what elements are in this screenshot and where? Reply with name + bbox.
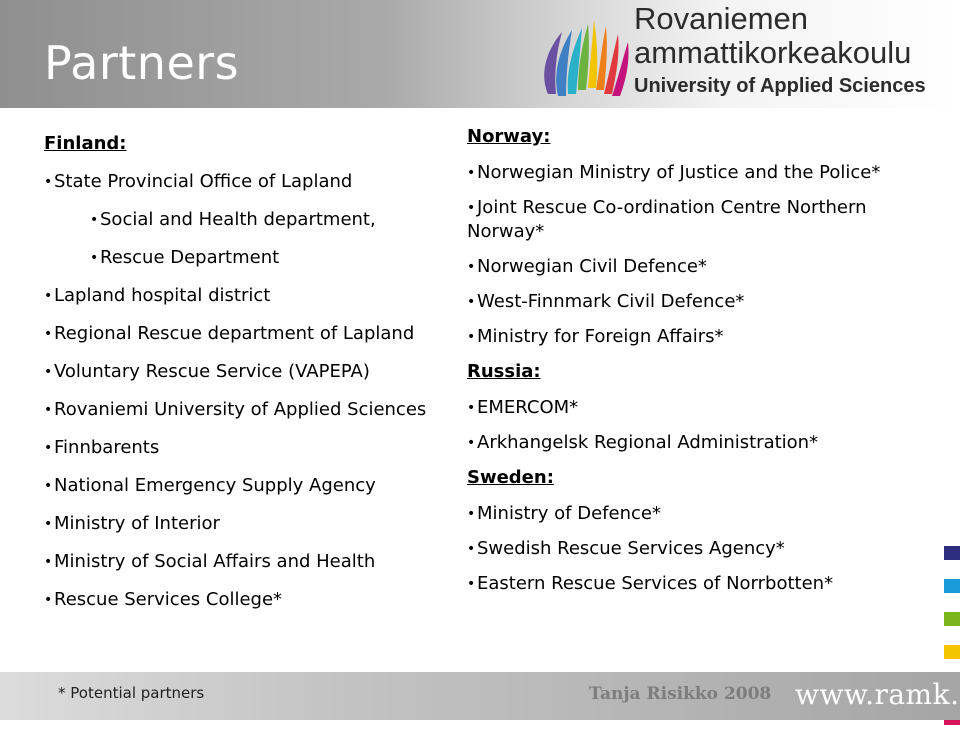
bullet: •: [467, 329, 476, 345]
item-text: Ministry of Interior: [54, 513, 220, 534]
list-item: [467, 255, 907, 279]
list-item: [44, 436, 454, 460]
list-item: [44, 284, 454, 308]
list-item: [44, 360, 454, 384]
list-item: [44, 398, 454, 422]
bullet: •: [467, 259, 476, 275]
website-link[interactable]: www.ramk.fi: [795, 678, 980, 711]
color-square: [944, 579, 960, 593]
list-item: [467, 537, 907, 561]
item-text: Finnbarents: [54, 437, 160, 458]
item-text: Arkhangelsk Regional Administration*: [477, 432, 819, 453]
bullet: •: [467, 576, 476, 592]
bullet: •: [44, 174, 53, 190]
bullet: •: [467, 200, 476, 216]
list-item: [467, 161, 907, 185]
brand-name-cont: ammattikorkeakoulu: [634, 35, 912, 70]
color-square: [944, 546, 960, 560]
item-text: Ministry of Defence*: [477, 503, 661, 524]
item-text: Joint Rescue Co-ordination Centre Northern Norway*: [467, 197, 867, 242]
item-text: Regional Rescue department of Lapland: [54, 323, 415, 344]
list-item: [467, 502, 907, 526]
footer-bar: [0, 672, 980, 720]
item-text: EMERCOM*: [477, 397, 579, 418]
list-item: [467, 396, 907, 420]
item-text: Rescue Services College*: [54, 589, 283, 610]
bullet: •: [467, 294, 476, 310]
bullet: •: [44, 554, 53, 570]
list-item-sub: [44, 208, 454, 232]
bullet: •: [44, 288, 53, 304]
norway-heading: Norway:: [467, 126, 551, 147]
brand-text: [634, 2, 926, 100]
logo-stroke-6: [596, 26, 607, 90]
item-text: Rescue Department: [100, 247, 280, 268]
list-item: [44, 550, 454, 574]
item-text: Ministry of Social Affairs and Health: [54, 551, 376, 572]
item-text: Voluntary Rescue Service (VAPEPA): [54, 361, 370, 382]
bullet: •: [44, 516, 53, 532]
bullet: •: [467, 435, 476, 451]
bullet: •: [467, 400, 476, 416]
list-item-sub: [44, 246, 454, 270]
list-item: [467, 572, 907, 596]
list-item: [44, 588, 454, 612]
list-item: [44, 322, 454, 346]
ramk-logo: [536, 10, 636, 102]
item-text: West-Finnmark Civil Defence*: [477, 291, 745, 312]
bullet: •: [44, 402, 53, 418]
brand-name: Rovaniemen: [634, 1, 809, 36]
list-item: [467, 290, 907, 314]
list-item: [467, 325, 907, 349]
list-item: [467, 431, 907, 455]
bullet: •: [467, 506, 476, 522]
page-title: Partners: [44, 36, 240, 90]
item-text: Lapland hospital district: [54, 285, 271, 306]
bullet: •: [467, 541, 476, 557]
nordic-column: [467, 125, 907, 607]
list-item: [44, 474, 454, 498]
item-text: Norwegian Ministry of Justice and the Police*: [477, 162, 881, 183]
bullet: •: [90, 212, 99, 228]
sweden-heading: Sweden:: [467, 467, 554, 488]
bullet: •: [44, 326, 53, 342]
item-text: Ministry for Foreign Affairs*: [477, 326, 724, 347]
item-text: Norwegian Civil Defence*: [477, 256, 707, 277]
item-text: Swedish Rescue Services Agency*: [477, 538, 785, 559]
item-text: National Emergency Supply Agency: [54, 475, 376, 496]
footnote: * Potential partners: [58, 684, 205, 702]
bullet: •: [467, 165, 476, 181]
color-square: [944, 612, 960, 626]
bullet: •: [44, 440, 53, 456]
finland-column: [44, 132, 454, 626]
bullet: •: [44, 592, 53, 608]
color-square: [944, 645, 960, 659]
item-text: State Provincial Office of Lapland: [54, 171, 353, 192]
list-item: [44, 170, 454, 194]
item-text: Social and Health department,: [100, 209, 376, 230]
russia-heading: Russia:: [467, 361, 541, 382]
list-item: [467, 196, 907, 244]
brand-subtitle: University of Applied Sciences: [634, 75, 926, 97]
list-item: [44, 512, 454, 536]
bullet: •: [44, 364, 53, 380]
item-text: Rovaniemi University of Applied Sciences: [54, 399, 427, 420]
item-text: Eastern Rescue Services of Norrbotten*: [477, 573, 834, 594]
bullet: •: [44, 478, 53, 494]
logo-stroke-5: [588, 20, 597, 88]
bullet: •: [90, 250, 99, 266]
finland-heading: Finland:: [44, 133, 127, 154]
header-bar: [0, 0, 960, 108]
author-credit: Tanja Risikko 2008: [589, 684, 772, 704]
